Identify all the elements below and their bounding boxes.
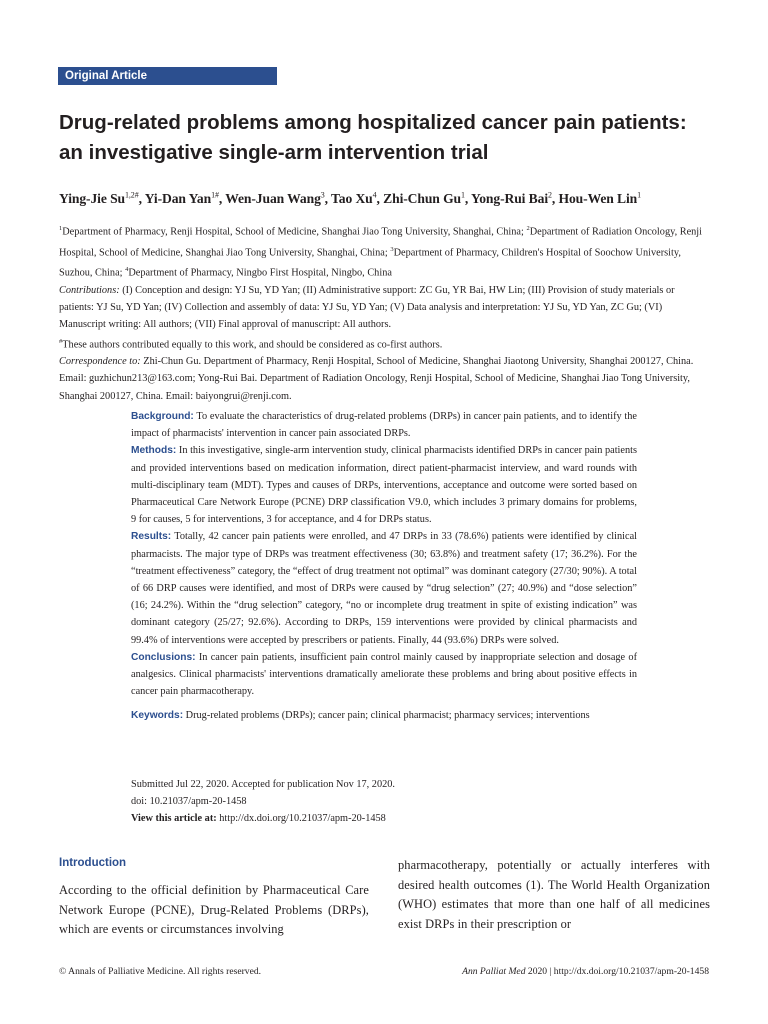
journal-footer: Ann Palliat Med 2020 | http://dx.doi.org/10.21037/apm-20-1458 (462, 966, 709, 977)
author: Zhi-Chun Gu$^1$, (383, 190, 472, 206)
copyright-footer: © Annals of Palliative Medicine. All rights reserved. (59, 966, 262, 977)
article-link[interactable]: http://dx.doi.org/10.21037/apm-20-1458 (216, 813, 386, 825)
correspondence: Correspondence to: Zhi-Chun Gu. Department of Pharmacy, Renji Hospital, School of Medicine, Shanghai Jiaotong University, Shanghai 200127, China. Email: guzhichun213@163.com; Yong-Rui Bai. Department of Radiation Oncology, Renji Hospital, School of Medicine, Shanghai Jiao Tong University, Shanghai 200127, China. Email: baiyongrui@renji.com. (59, 356, 694, 402)
introduction-heading: Introduction (59, 857, 127, 869)
article-link-line: View this article at: http://dx.doi.org/10.21037/apm-20-1458 (131, 813, 386, 825)
abstract-conclusions: Conclusions: In cancer pain patients, insufficient pain control mainly caused by inappropriate selection and dosage of analgesics. Clinical pharmacists' interventions dramatically ameliorate these problems and bring about positive effects in cancer pain pharmacotherapy. (131, 651, 637, 698)
author: Yi-Dan Yan$^{1\#}$, (144, 190, 226, 206)
author: Hou-Wen Lin$^1$ (558, 190, 642, 206)
article-type-badge: Original Article (58, 67, 277, 85)
author: Yong-Rui Bai$^2$, (471, 190, 559, 206)
submission-dates: Submitted Jul 22, 2020. Accepted for publication Nov 17, 2020. (131, 779, 395, 790)
abstract-results: Results: Totally, 42 cancer pain patients were enrolled, and 47 DRPs in 33 (78.6%) patients were identified by clinical pharmacists. The major type of DRPs was treatment effectiveness (30; 63.8%) and treatment safety (17; 36.2%). For the “treatment effectiveness” category, the “effect of drug treatment not optimal” was dominant category (27/30; 90%). A total of 66 DRP causes were identified, and most of DRPs were caused by “drug selection” (27; 40.9%) and “dose selection” (16; 24.2%). Within the “drug selection” category, “no or incomplete drug treatment in spite of existing indication” was dominant category (25/27; 92.6%). According to DRPs, 159 interventions were provided by clinical pharmacists and 99.4% of interventions were accepted by prescribers or patients. Finally, 44 (93.6%) DRPs were solved. (131, 531, 637, 646)
contributions: Contributions: (I) Conception and design: YJ Su, YD Yan; (II) Administrative support: ZC Gu, YR Bai, HW Lin; (III) Provision of study materials or patients: YJ Su, YD Yan; (IV) Collection and assembly of data: YJ Su, YD Yan; (V) Data analysis and interpretation: YJ Su, YD Yan, ZC Gu; (VI) Manuscript writing: All authors; (VII) Final approval of manuscript: All authors. (59, 284, 675, 330)
title-line-1: Drug-related problems among hospitalized cancer pain patients: (59, 111, 687, 134)
affiliations-block (59, 220, 711, 405)
article-title (59, 108, 719, 168)
abstract-background: Background: To evaluate the characteristics of drug-related problems (DRPs) in cancer pain patients, and to identify the impact of pharmacists' intervention in cancer pain associated DRPs. (131, 411, 637, 440)
equal-contribution-note: #These authors contributed equally to this work, and should be considered as co-first authors. (59, 337, 443, 351)
author: Ying-Jie $Su^{1,2\#}$, (59, 190, 145, 206)
abstract-methods: Methods: In this investigative, single-arm intervention study, clinical pharmacists identified DRPs in cancer pain patients and provided interventions based on medication information, direct patient-pharmacist interview, and ward rounds with multi-disciplinary team (MDT). Types and causes of DRPs, interventions, acceptance and outcome were sorted based on Pharmaceutical Care Network Europe (PCNE) DRP classification V9.0, which includes 3 primary domains for problems, 9 for causes, 5 for interventions, 3 for acceptance, and 4 for DRPs status. (131, 445, 637, 526)
introduction-left-column: According to the official definition by Pharmaceutical Care Network Europe (PCNE), Drug-Related Problems (DRPs), which are events or circumstances involving (59, 883, 369, 936)
title-line-2: an investigative single-arm intervention trial (59, 141, 489, 164)
author: Tao Xu$^4$, (331, 190, 384, 206)
author: Wen-Juan Wang$^3$, (225, 190, 332, 206)
affiliations: $^1$Department of Pharmacy, Renji Hospital, School of Medicine, Shanghai Jiao Tong University, Shanghai, China; $^2$Department of Radiation Oncology, Renji Hospital, School of Medicine, Shanghai Jiao Tong University, Shanghai, China; $^3$Department of Pharmacy, Children's Hospital of Soochow University, Suzhou, China; $^4$Department of Pharmacy, Ningbo First Hospital, Ningbo, China (59, 225, 703, 279)
abstract (131, 408, 637, 725)
doi: doi: 10.21037/apm-20-1458 (131, 796, 247, 808)
keywords: Keywords: Drug-related problems (DRPs); cancer pain; clinical pharmacist; pharmacy services; interventions (131, 710, 590, 722)
publication-info (131, 776, 637, 828)
introduction-right-column: pharmacotherapy, potentially or actually interferes with desired health outcomes (1). The World Health Organization (WHO) estimates that more than one half of all medicines exist DRPs in their prescription or (398, 858, 710, 931)
author-list (59, 186, 719, 208)
